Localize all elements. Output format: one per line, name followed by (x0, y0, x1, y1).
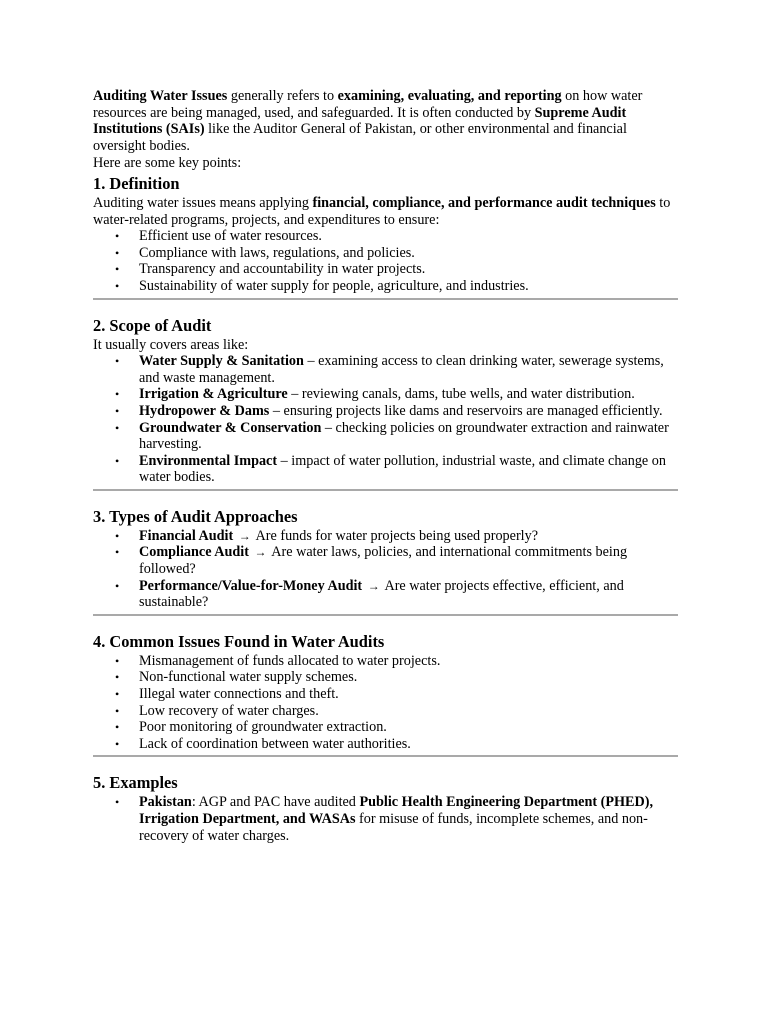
list-item-term: Environmental Impact (139, 452, 278, 469)
list-item (139, 794, 678, 844)
list-item: • Compliance with laws, regulations, and policies. (139, 245, 678, 262)
list-item-desc: Are funds for water projects being used properly? (252, 527, 538, 544)
list-item-term: Water Supply & Sanitation (139, 353, 304, 370)
list-item: • Mismanagement of funds allocated to water projects. (139, 653, 678, 670)
list-item: • Poor monitoring of groundwater extraction. (139, 719, 678, 736)
intro-text: generally refers to (227, 88, 338, 104)
scope-intro: It usually covers areas like: (93, 336, 249, 353)
list-item (139, 403, 678, 420)
list-item-desc: – reviewing canals, dams, tube wells, and water distribution. (287, 386, 635, 403)
list-item-desc: – ensuring projects like dams and reservoirs are managed efficiently. (269, 402, 663, 419)
list-item-desc: for misuse of funds, incomplete schemes, and non-recovery of water charges. (139, 811, 648, 844)
list-item-desc: : AGP and PAC have audited (191, 794, 360, 811)
section-heading-definition: 1. Definition (93, 173, 180, 193)
intro-bold-phrase: examining, evaluating, and reporting (337, 88, 562, 104)
definition-paragraph (93, 195, 678, 228)
definition-list (93, 228, 678, 294)
list-item-bold: Public Health Engineering Department (PHED), Irrigation Department, and WASAs (139, 794, 654, 827)
intro-paragraph (93, 88, 678, 154)
list-item-desc: Are water laws, policies, and international commitments being followed? (139, 544, 628, 578)
list-item: • Illegal water connections and theft. (139, 686, 678, 703)
list-item (139, 453, 678, 486)
list-item (139, 386, 678, 403)
list-item (139, 353, 678, 386)
list-item-desc: – checking policies on groundwater extraction and rainwater harvesting. (139, 419, 669, 453)
list-item-term: Irrigation & Agriculture (139, 386, 288, 403)
arrow-right-icon: → (238, 528, 251, 543)
list-item-desc: – examining access to clean drinking water, sewerage systems, and waste management. (139, 353, 664, 386)
list-item-desc: – impact of water pollution, industrial waste, and climate change on water bodies. (139, 452, 666, 486)
list-item (139, 544, 678, 577)
section-heading-examples: 5. Examples (93, 773, 178, 793)
list-item-term: Financial Audit (139, 527, 234, 544)
list-item-term: Groundwater & Conservation (139, 419, 322, 436)
list-item: • Sustainability of water supply for people, agriculture, and industries. (139, 278, 678, 295)
list-item-term: Pakistan (139, 794, 192, 811)
document-body (93, 88, 678, 844)
section-heading-scope: 2. Scope of Audit (93, 315, 212, 335)
list-item: • Transparency and accountability in water projects. (139, 261, 678, 278)
key-points-line: Here are some key points: (93, 155, 242, 172)
scope-list (93, 353, 678, 486)
list-item (139, 578, 678, 611)
approaches-list (93, 528, 678, 611)
intro-text: like the Auditor General of Pakistan, or other environmental and financial oversight bodies. (93, 121, 627, 154)
definition-text: Auditing water issues means applying (93, 194, 313, 211)
examples-list (93, 794, 678, 844)
intro-bold-sai: Supreme Audit Institutions (SAIs) (93, 104, 627, 138)
arrow-right-icon: → (254, 545, 267, 560)
list-item (139, 528, 678, 545)
list-item: • Efficient use of water resources. (139, 228, 678, 245)
list-item: • Lack of coordination between water authorities. (139, 736, 678, 753)
list-item (139, 420, 678, 453)
list-item-term: Compliance Audit (139, 544, 249, 561)
list-item-term: Performance/Value-for-Money Audit (139, 577, 363, 594)
section-heading-approaches: 3. Types of Audit Approaches (93, 506, 298, 526)
list-item: • Low recovery of water charges. (139, 703, 678, 720)
intro-bold-term: Auditing Water Issues (93, 88, 228, 104)
list-item-desc: Are water projects effective, efficient, and sustainable? (139, 577, 624, 611)
list-item: • Non-functional water supply schemes. (139, 669, 678, 686)
arrow-right-icon: → (367, 578, 380, 593)
definition-bold: financial, compliance, and performance audit techniques (312, 194, 656, 211)
intro-text: on how water resources are being managed, used, and safeguarded. It is often conducted by (93, 88, 643, 121)
definition-text: to water-related programs, projects, and expenditures to ensure: (93, 194, 671, 228)
issues-list (93, 653, 678, 753)
section-heading-issues: 4. Common Issues Found in Water Audits (93, 631, 385, 651)
list-item-term: Hydropower & Dams (139, 402, 270, 419)
